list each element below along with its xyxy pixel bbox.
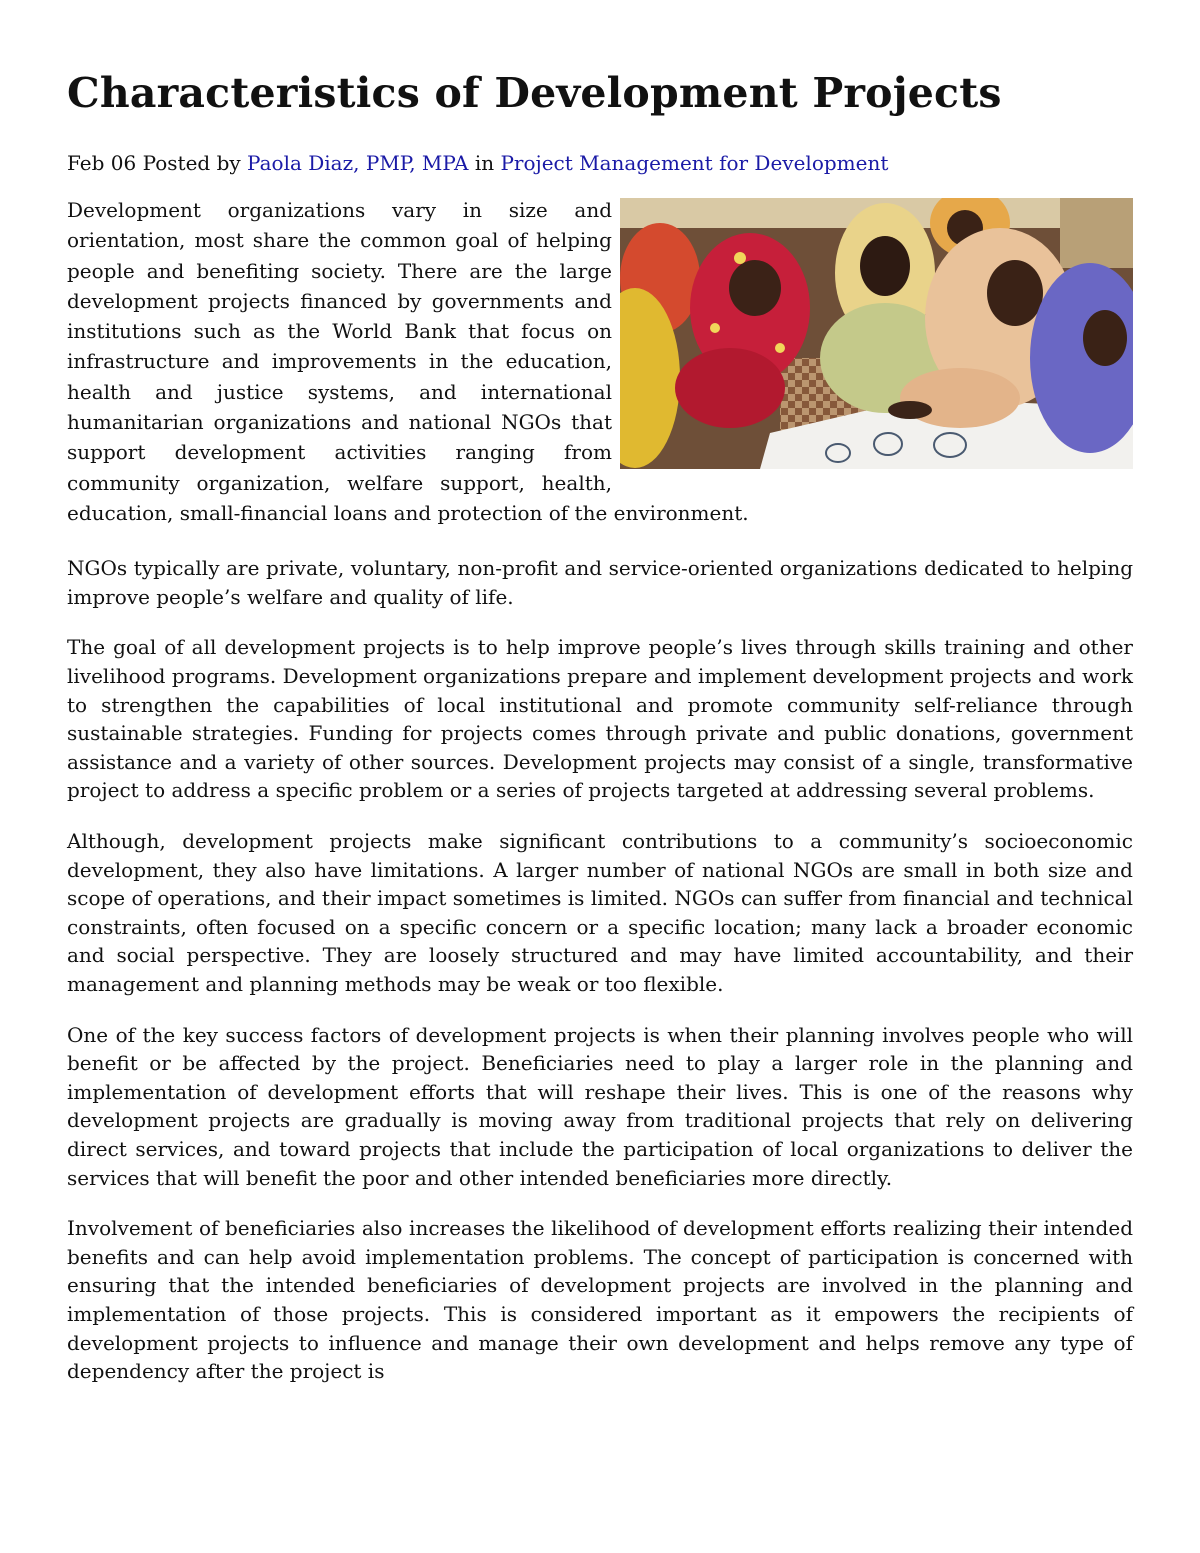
paragraph: Development organizations vary in size and orientation, most share the common goal of helping people and benefiting society. There are the large development projects financed by governments and institutions such as the World Bank that focus on infrastructure and improvements in the education, health and justice systems, and international humanitarian organizations and national NGOs that support development activities ranging from community organization, welfare support, health, education, small-financial loans and protection of the environment.	[67, 198, 749, 525]
paragraph: Involvement of beneficiaries also increases the likelihood of development efforts realizing their intended benefits and can help avoid implementation problems. The concept of participation is concerned with ensuring that the intended beneficiaries of development projects are involved in the planning and implementation of those projects. This is considered important as it empowers the recipients of development projects to influence and manage their own development and helps remove any type of dependency after the project is	[67, 1216, 1133, 1384]
document-page	[67, 62, 1133, 1408]
paragraph: One of the key success factors of development projects is when their planning involves people who will benefit or be affected by the project. Beneficiaries need to play a larger role in the planning and implementation of development efforts that will reshape their lives. This is one of the reasons why development projects are gradually is moving away from traditional projects that rely on delivering direct services, and toward projects that include the participation of local organizations to deliver the services that will benefit the poor and other intended beneficiaries more directly.	[67, 1022, 1133, 1190]
photo-women-group-meeting-icon	[620, 198, 1133, 469]
article-meta	[67, 149, 1133, 177]
article-body	[67, 195, 1133, 1386]
in-label: in	[474, 151, 495, 175]
paragraph: The goal of all development projects is to help improve people’s lives through skills training and other livelihood programs. Development organizations prepare and implement development projects and work to strengthen the capabilities of local institutional and promote community self-reliance through sustainable strategies. Funding for projects comes through private and public donations, government assistance and a variety of other sources. Development projects may consist of a single, transformative project to address a specific problem or a series of projects targeted at addressing several problems.	[67, 635, 1133, 803]
article-title: Characteristics of Development Projects	[67, 69, 1002, 117]
author-link[interactable]: Paola Diaz, PMP, MPA	[247, 151, 469, 175]
article-photo	[620, 198, 1133, 469]
post-date: Feb 06	[67, 151, 137, 175]
posted-by-label: Posted by	[142, 151, 241, 175]
paragraph: Although, development projects make significant contributions to a community’s socioeconomic development, they also have limitations. A larger number of national NGOs are small in both size and scope of operations, and their impact sometimes is limited. NGOs can suffer from financial and technical constraints, often focused on a specific concern or a specific location; many lack a broader economic and social perspective. They are loosely structured and may have limited accountability, and their management and planning methods may be weak or too flexible.	[67, 829, 1133, 996]
paragraph: NGOs typically are private, voluntary, non-profit and service-oriented organizations dedicated to helping improve people’s welfare and quality of life.	[67, 556, 1133, 609]
category-link[interactable]: Project Management for Development	[500, 151, 889, 175]
